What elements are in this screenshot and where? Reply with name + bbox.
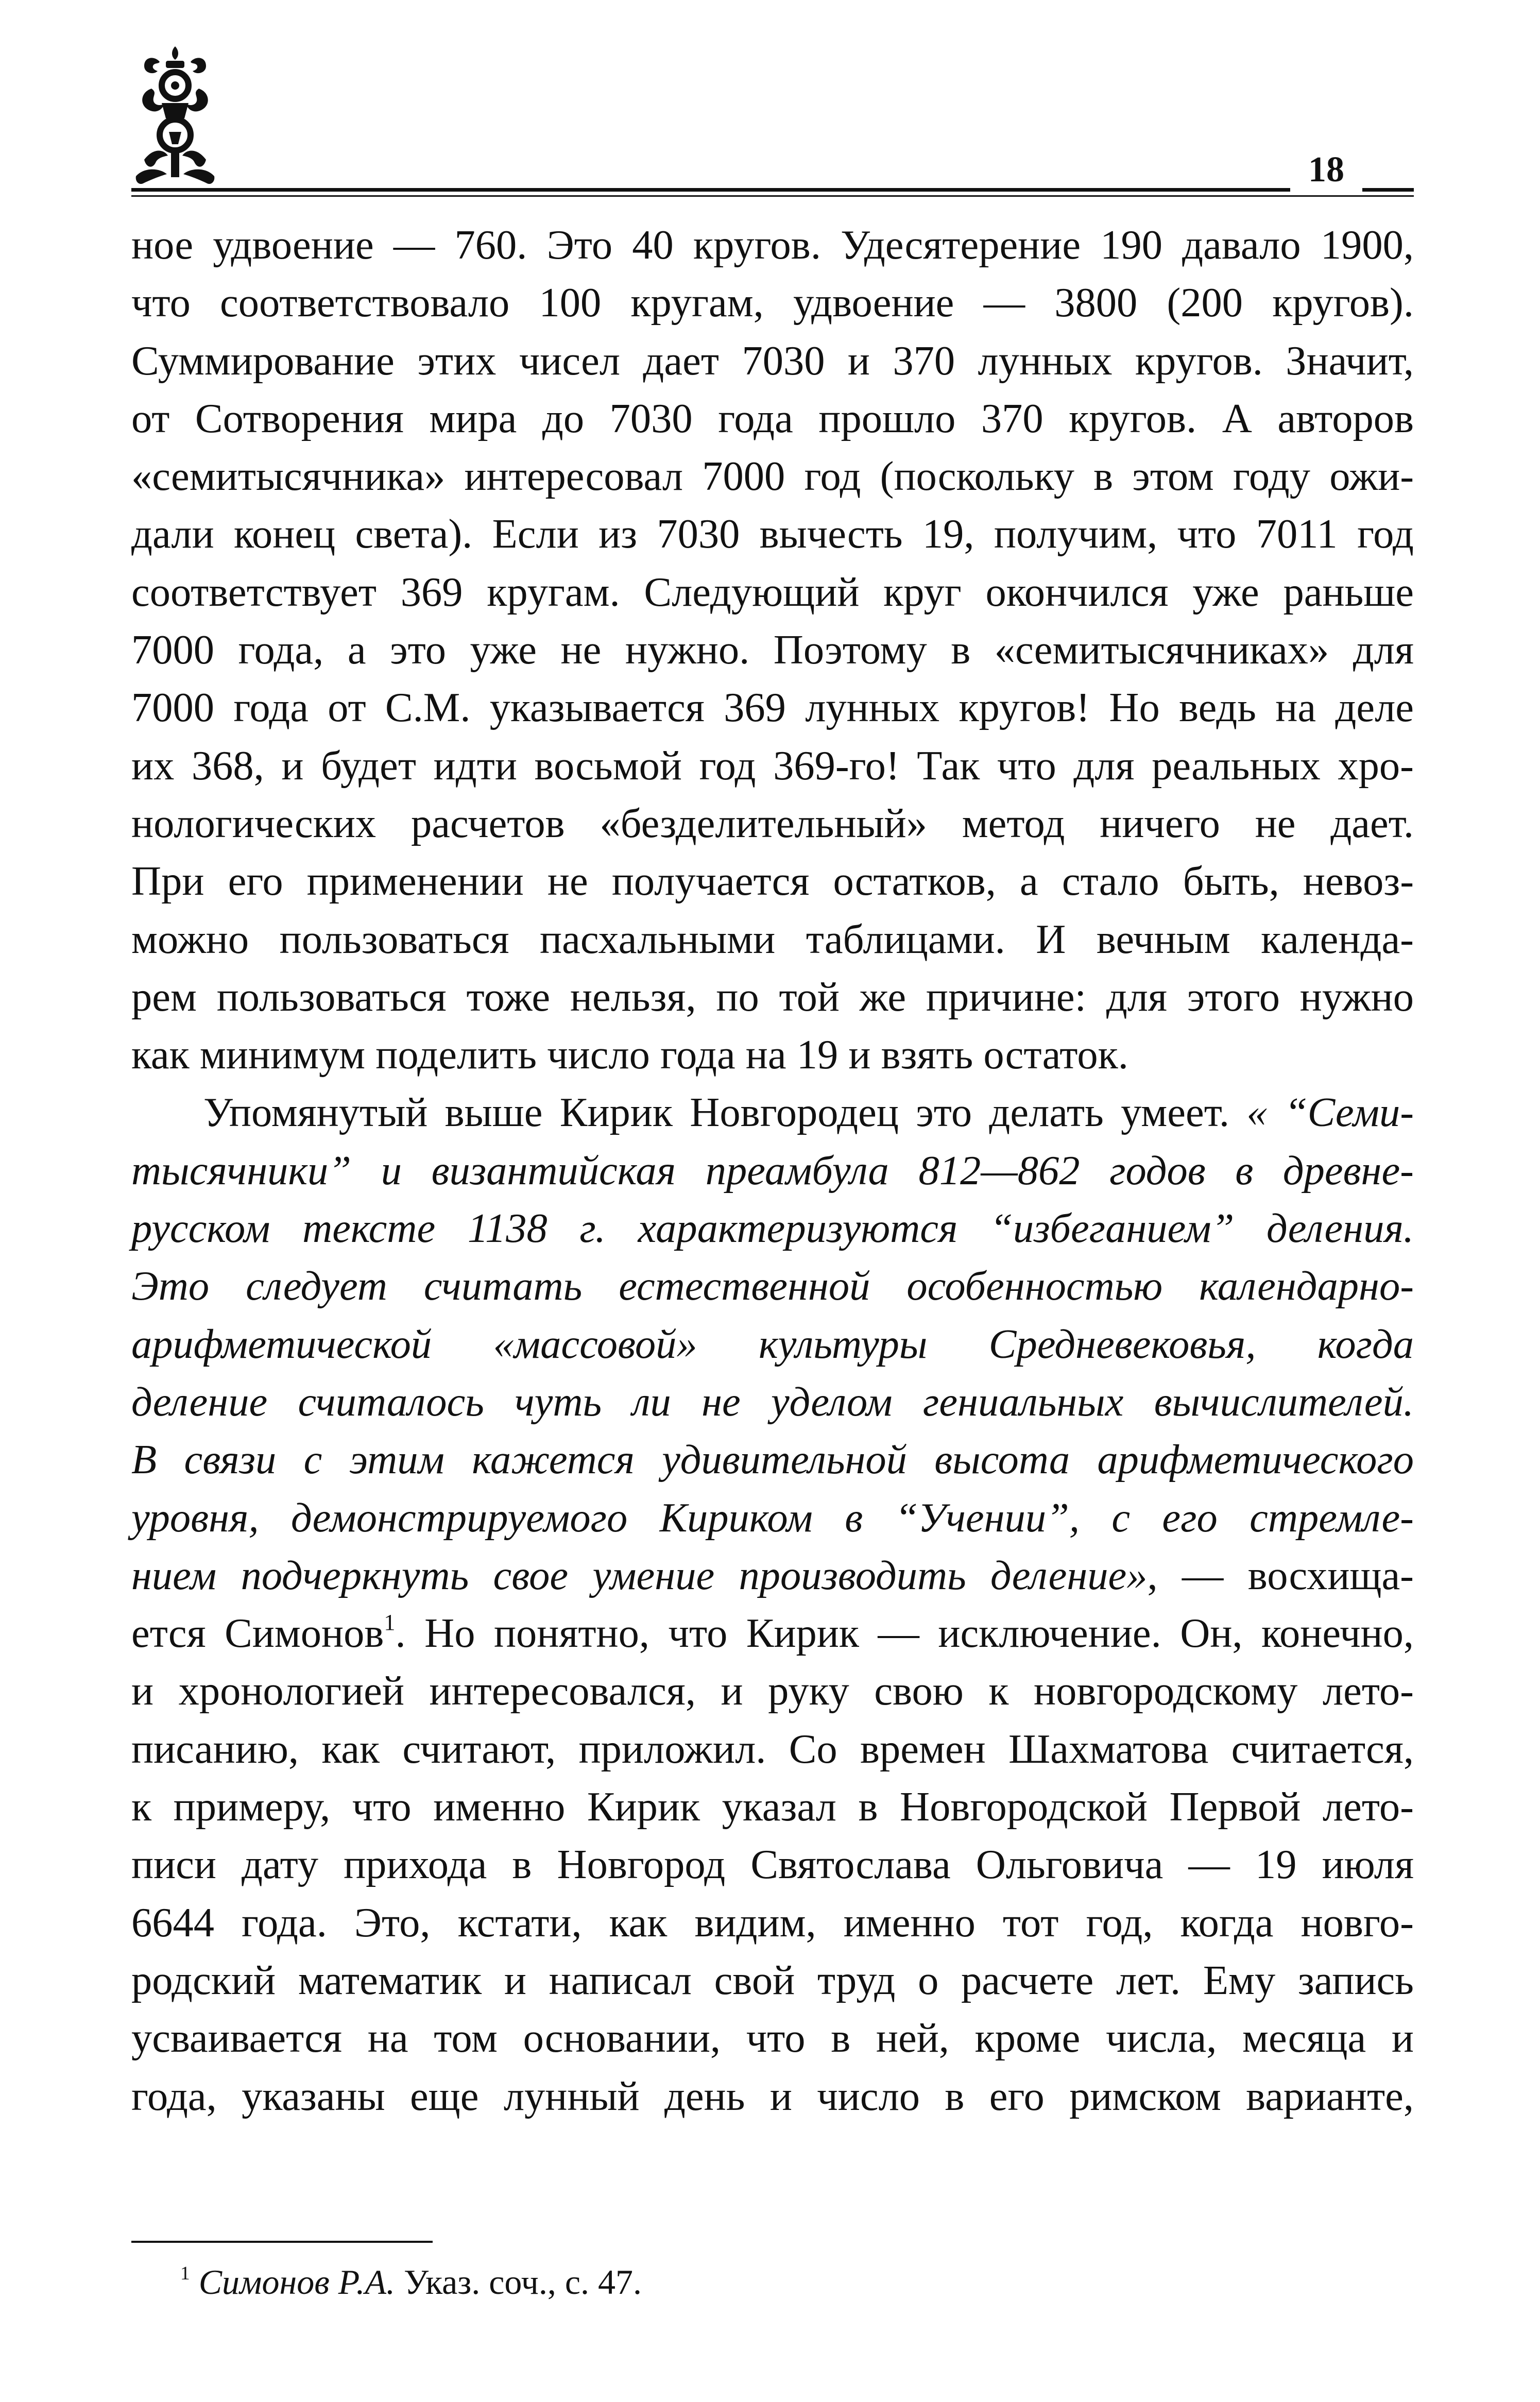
text-line: 7000 года от С.М. указывается 369 лунных кругов! Но ведь на деле — [131, 685, 1414, 731]
quote-line: деление считалось чуть ли не уделом гениальных вычислителей. — [131, 1378, 1414, 1425]
footnote-rule — [131, 2241, 433, 2243]
quote-line: уровня, демонстрируемого Кириком в “Учении”, с его стремле- — [131, 1494, 1414, 1541]
text-line: года, указаны еще лунный день и число в его римском варианте, — [131, 2073, 1414, 2119]
text-run: ется Симонов — [131, 1610, 384, 1657]
text-line — [131, 1605, 1414, 1662]
text-line: «семитысячника» интересовал 7000 год (поскольку в этом году ожи- — [131, 453, 1414, 500]
paragraph-2 — [131, 1084, 1414, 2125]
text-line: ное удвоение — 760. Это 40 кругов. Удесятерение 190 давало 1900, — [131, 222, 1414, 268]
text-line: писанию, как считают, приложил. Со времен Шахматова считается, — [131, 1726, 1414, 1772]
text-line: как минимум поделить число года на 19 и взять остаток. — [131, 1032, 1128, 1078]
text-line: усваивается на том основании, что в ней, кроме числа, месяца и — [131, 2015, 1414, 2062]
header-rule — [131, 188, 1414, 199]
text-line: от Сотворения мира до 7030 года прошло 370 кругов. А авторов — [131, 395, 1414, 441]
text-line: При его применении не получается остатков, а стало быть, невоз- — [131, 858, 1414, 905]
footnote — [180, 2259, 1210, 2305]
footnote-text: Указ. соч., с. 47. — [395, 2262, 642, 2302]
text-run: . Но понятно, что Кирик — исключение. Он, конечно, — [395, 1610, 1414, 1657]
text-line: 6644 года. Это, кстати, как видим, именно тот год, когда новго- — [131, 1899, 1414, 1946]
footnote-ref: 1 — [384, 1609, 396, 1635]
footnote-author: Симонов Р.А. — [198, 2262, 395, 2302]
text-line: нологических расчетов «безделительный» метод ничего не дает. — [131, 800, 1414, 846]
quote-line: русском тексте 1138 г. характеризуются “избеганием” деления. — [131, 1205, 1414, 1252]
footnote-marker: 1 — [180, 2262, 190, 2284]
text-line: Суммирование этих чисел дает 7030 и 370 лунных кругов. Значит, — [131, 337, 1414, 384]
text-line: можно пользоваться пасхальными таблицами. И вечным календа- — [131, 916, 1414, 962]
quote-line: тысячники” и византийская преамбула 812—862 годов в древне- — [131, 1147, 1414, 1194]
main-text — [131, 216, 1414, 2125]
quote-line: Это следует считать естественной особенностью календарно- — [131, 1263, 1414, 1309]
ornament-icon — [124, 41, 227, 196]
text-line: 7000 года, а это уже не нужно. Поэтому в «семитысячниках» для — [131, 627, 1414, 673]
text-line — [131, 1547, 1414, 1605]
quote-line: В связи с этим кажется удивительной высота арифметического — [131, 1437, 1414, 1483]
text-line: дали конец света). Если из 7030 вычесть 19, получим, что 7011 год — [131, 511, 1414, 557]
text-line: родский математик и написал свой труд о расчете лет. Ему запись — [131, 1957, 1414, 2003]
text-line: и хронологией интересовался, и руку свою к новгородскому лето- — [131, 1668, 1414, 1714]
paragraph-1 — [131, 216, 1414, 1084]
text-line: к примеру, что именно Кирик указал в Новгородской Первой лето- — [131, 1784, 1414, 1830]
text-run: Упомянутый выше Кирик Новгородец это делать умеет. — [203, 1089, 1247, 1136]
page-number: 18 — [1290, 147, 1362, 193]
text-line: их 368, и будет идти восьмой год 369-го! Так что для реальных хро- — [131, 742, 1414, 789]
text-line — [131, 1084, 1414, 1142]
text-line: что соответствовало 100 кругам, удвоение — 3800 (200 кругов). — [131, 280, 1414, 326]
quote-line: арифметической «массовой» культуры Средневековья, когда — [131, 1321, 1414, 1367]
quote-run: « “Семи- — [1246, 1089, 1414, 1136]
text-line: рем пользоваться тоже нельзя, по той же причине: для этого нужно — [131, 974, 1414, 1020]
text-line: писи дату прихода в Новгород Святослава Ольговича — 19 июля — [131, 1842, 1414, 1888]
text-line: соответствует 369 кругам. Следующий круг окончился уже раньше — [131, 569, 1414, 615]
text-run: , — восхища- — [1147, 1552, 1414, 1598]
quote-run: нием подчеркнуть свое умение производить деление» — [131, 1552, 1148, 1598]
